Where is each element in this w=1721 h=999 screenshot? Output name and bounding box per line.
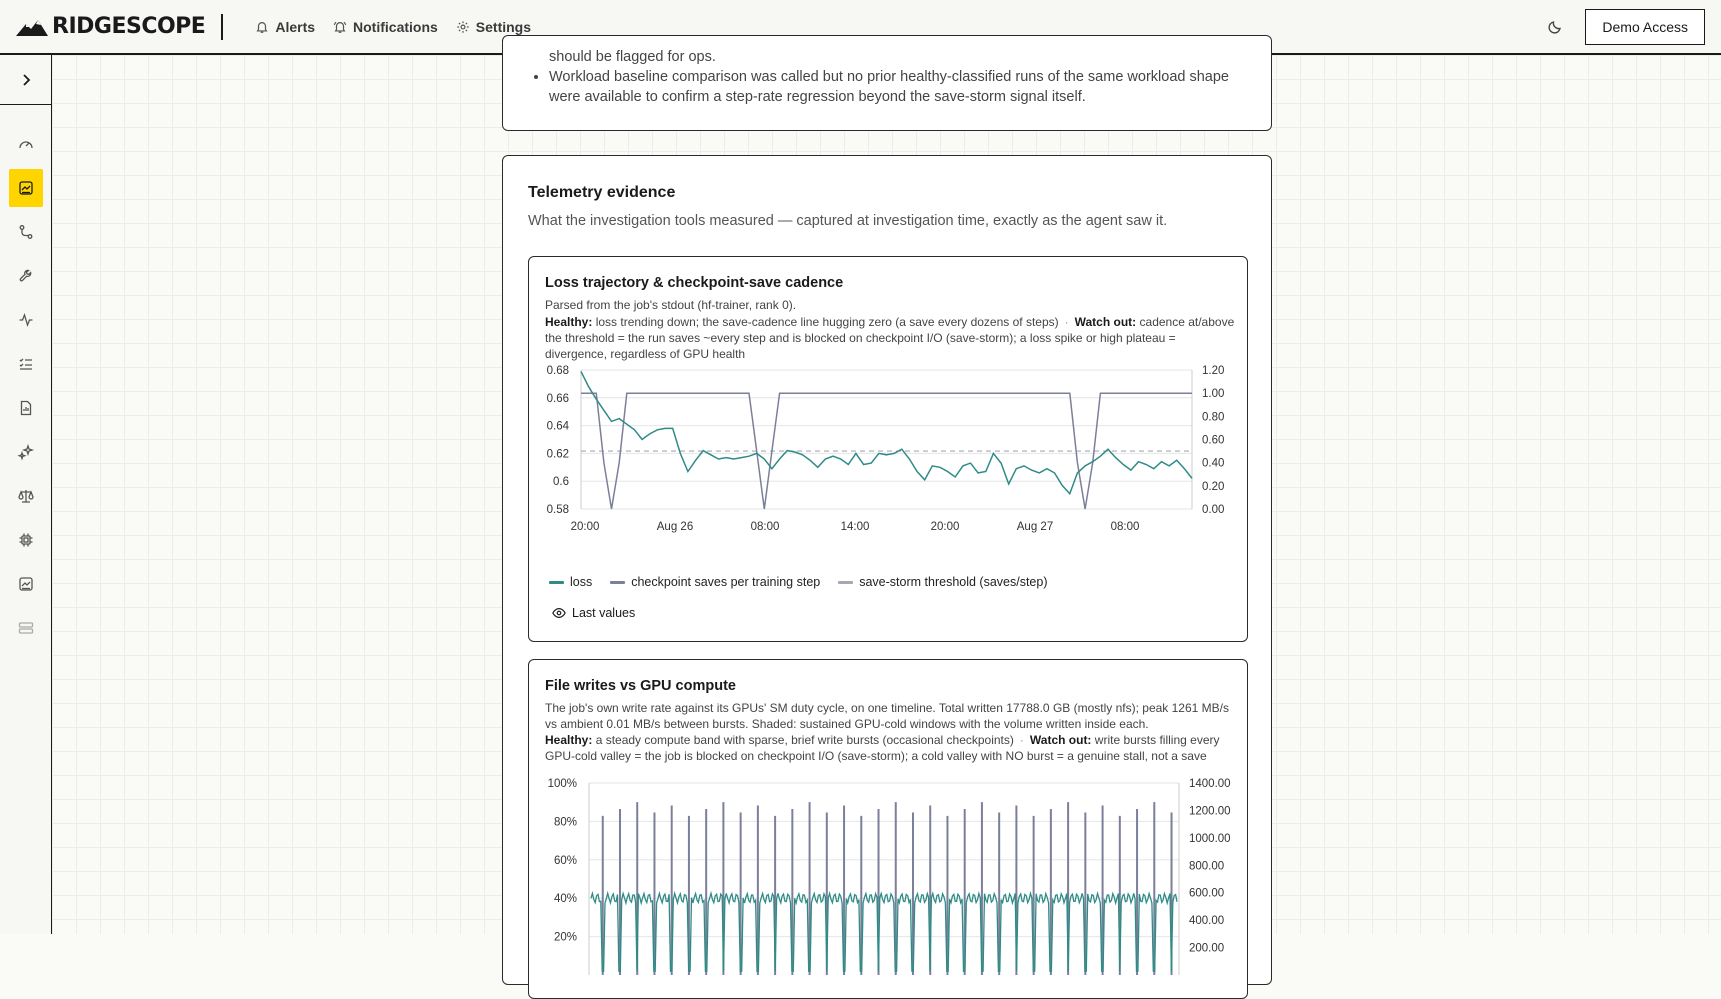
chart1-right-tick-label: 0.40 [1202, 457, 1225, 470]
activity-icon [18, 312, 34, 328]
legend-checkpoint-saves[interactable]: checkpoint saves per training step [610, 575, 820, 589]
chart-square-icon [18, 576, 34, 592]
chart1-left-tick-label: 0.64 [546, 420, 569, 433]
sidebar-item-policies[interactable] [9, 477, 43, 515]
chart1-left-tick-label: 0.6 [553, 476, 569, 489]
sidebar-item-reports[interactable] [9, 389, 43, 427]
chart1-healthy-text: loss trending down; the save-cadence line hugging zero (a save every dozens of steps) [595, 315, 1059, 329]
chart1-right-tick-label: 0.20 [1202, 480, 1225, 493]
nav-settings[interactable] [456, 19, 531, 35]
chart2-right-tick-label: 1200.00 [1189, 805, 1231, 818]
chart1-x-tick-label: Aug 26 [656, 521, 694, 533]
chart2-right-tick-label: 1400.00 [1189, 778, 1231, 790]
chart1-description [545, 297, 1235, 362]
logo-text: RIDGESCOPE [52, 14, 206, 39]
scale-icon [18, 488, 34, 504]
chart2-left-tick-label: 20% [553, 931, 577, 944]
logo-divider [221, 14, 223, 40]
notes-bullet: • Workload baseline comparison was called but no prior healthy-classified runs of the same workload shape were available to confirm a step-rate regression beyond the save-storm signal itself. [549, 67, 1243, 107]
legend-loss[interactable]: loss [549, 575, 592, 589]
chart2-right-tick-label: 1000.00 [1189, 832, 1231, 845]
chart1-x-tick-label: 08:00 [750, 521, 780, 533]
nav-notifications[interactable] [333, 19, 438, 35]
chart1-healthy-label: Healthy: [545, 315, 593, 329]
chart1-source: Parsed from the job's stdout (hf-trainer, rank 0). [545, 298, 797, 312]
loss-cadence-chart [529, 362, 1247, 552]
nav-settings-label: Settings [475, 18, 532, 35]
last-values-label: Last values [572, 606, 636, 620]
chart1-left-tick-label: 0.62 [546, 448, 569, 461]
main-content [52, 49, 1721, 955]
chart1-watch-text: cadence at/above the threshold = the run saves ~every step and is blocked on checkpoint I/O (save-storm); a loss spike or high plateau = divergence, regardless of GPU health [545, 315, 1235, 361]
app-logo[interactable] [16, 14, 205, 39]
chart2-left-tick-label: 100% [547, 778, 577, 790]
chart2-watch-text: write bursts filling every GPU-cold valley = the job is blocked on checkpoint I/O (save-storm); a cold valley with NO burst = a genuine stall, not a save [545, 733, 1220, 763]
investigation-notes-card [502, 35, 1272, 131]
sidebar-item-activity[interactable] [9, 301, 43, 339]
writes-vs-gpu-chart [529, 775, 1247, 955]
chart1-x-tick-label: 20:00 [570, 521, 600, 533]
chart2-description [545, 700, 1235, 764]
sidebar-item-checklist[interactable] [9, 345, 43, 383]
chart1-right-tick-label: 0.80 [1202, 411, 1225, 424]
chart1-right-tick-label: 0.00 [1202, 504, 1225, 516]
sidebar-item-tools[interactable] [9, 257, 43, 295]
server-icon [18, 620, 34, 636]
nav-alerts-label: Alerts [275, 18, 316, 35]
chart2-source: The job's own write rate against its GPUs' SM duty cycle, on one timeline. Total written 17788.0 GB (mostly nfs); peak 1261 MB/s vs ambient 0.01 MB/s between bursts. Shaded: sustained GPU-cold windows with the volume written inside each. [545, 701, 1229, 731]
chart1-right-tick-label: 0.60 [1202, 434, 1225, 447]
chart1-x-tick-label: 20:00 [930, 521, 960, 533]
sidebar-item-servers[interactable] [9, 609, 43, 647]
chart1-x-tick-label: 08:00 [1110, 521, 1140, 533]
sidebar-item-insights[interactable] [9, 433, 43, 471]
nav-alerts[interactable] [255, 19, 315, 35]
writes-vs-gpu-chart-card [528, 659, 1248, 999]
telemetry-subtitle: What the investigation tools measured — captured at investigation time, exactly as the agent saw it. [528, 213, 1168, 229]
eye-icon [552, 606, 566, 620]
mountain-logo-icon [16, 16, 48, 38]
chart1-x-tick-label: 14:00 [840, 521, 870, 533]
sidebar-item-investigations[interactable] [9, 169, 43, 207]
sidebar-item-dashboard[interactable] [9, 125, 43, 163]
loss-line [581, 371, 1192, 493]
checklist-icon [18, 356, 34, 372]
chart2-right-tick-label: 800.00 [1189, 860, 1225, 873]
chart2-right-tick-label: 600.00 [1189, 887, 1225, 900]
chart1-legend [549, 575, 1048, 589]
chart2-left-tick-label: 80% [553, 816, 577, 829]
sparkles-icon [18, 444, 34, 460]
telemetry-evidence-card [502, 155, 1272, 985]
gauge-icon [18, 136, 34, 152]
demo-access-button[interactable]: Demo Access [1585, 9, 1705, 45]
last-values-toggle[interactable] [552, 606, 635, 620]
chart1-right-tick-label: 1.20 [1202, 365, 1225, 377]
wrench-icon [18, 268, 34, 284]
chip-icon [18, 532, 34, 548]
chart2-title: File writes vs GPU compute [545, 678, 736, 694]
chart2-healthy-text: a steady compute band with sparse, brief write bursts (occasional checkpoints) [595, 733, 1014, 747]
chart1-right-tick-label: 1.00 [1202, 388, 1225, 401]
chart-square-icon [18, 180, 34, 196]
sidebar-item-analytics[interactable] [9, 565, 43, 603]
chart1-x-tick-label: Aug 27 [1016, 521, 1054, 533]
chart1-left-tick-label: 0.66 [546, 392, 569, 405]
notes-partial-line: should be flagged for ops. [549, 49, 716, 65]
report-icon [18, 400, 34, 416]
chart1-watch-label: Watch out: [1074, 315, 1137, 329]
gear-icon [456, 20, 470, 34]
chart2-healthy-label: Healthy: [545, 733, 593, 747]
legend-save-storm-threshold[interactable]: save-storm threshold (saves/step) [838, 575, 1047, 589]
loss-cadence-chart-card [528, 256, 1248, 642]
chart1-guidance: Healthy: loss trending down; the save-cadence line hugging zero (a save every dozens of steps) · Watch out: cadence at/above the threshold = the run saves ~every step and is blocked on checkpoint I/O (save-storm); a loss spike or high plateau = divergence, regardless of GPU health [545, 315, 1235, 361]
nav-notifications-label: Notifications [353, 18, 438, 35]
chart1-left-tick-label: 0.58 [546, 504, 569, 516]
bell-icon [255, 20, 269, 34]
top-right-controls [1547, 9, 1705, 45]
sidebar [0, 55, 52, 934]
sidebar-toggle[interactable] [0, 55, 51, 105]
telemetry-title: Telemetry evidence [528, 184, 676, 201]
chart2-left-tick-label: 40% [553, 893, 577, 906]
bell-ring-icon [333, 20, 347, 34]
chart2-left-tick-label: 60% [553, 854, 577, 867]
chart2-guidance: Healthy: a steady compute band with sparse, brief write bursts (occasional checkpoints) · Watch out: write bursts filling every GPU-cold valley = the job is blocked on checkpoint I/O (save-storm); a cold valley with NO burst = a genuine stall, not a save [545, 733, 1220, 763]
sidebar-item-hardware[interactable] [9, 521, 43, 559]
chevron-right-icon [19, 73, 33, 87]
chart2-right-tick-label: 400.00 [1189, 915, 1225, 928]
moon-icon[interactable] [1547, 19, 1563, 35]
sidebar-item-routes[interactable] [9, 213, 43, 251]
chart2-right-tick-label: 200.00 [1189, 942, 1225, 955]
chart1-left-tick-label: 0.68 [546, 365, 569, 377]
route-icon [18, 224, 34, 240]
gpu-duty-cycle-line [591, 893, 1177, 971]
chart1-title: Loss trajectory & checkpoint-save cadence [545, 275, 844, 291]
chart2-watch-label: Watch out: [1029, 733, 1092, 747]
